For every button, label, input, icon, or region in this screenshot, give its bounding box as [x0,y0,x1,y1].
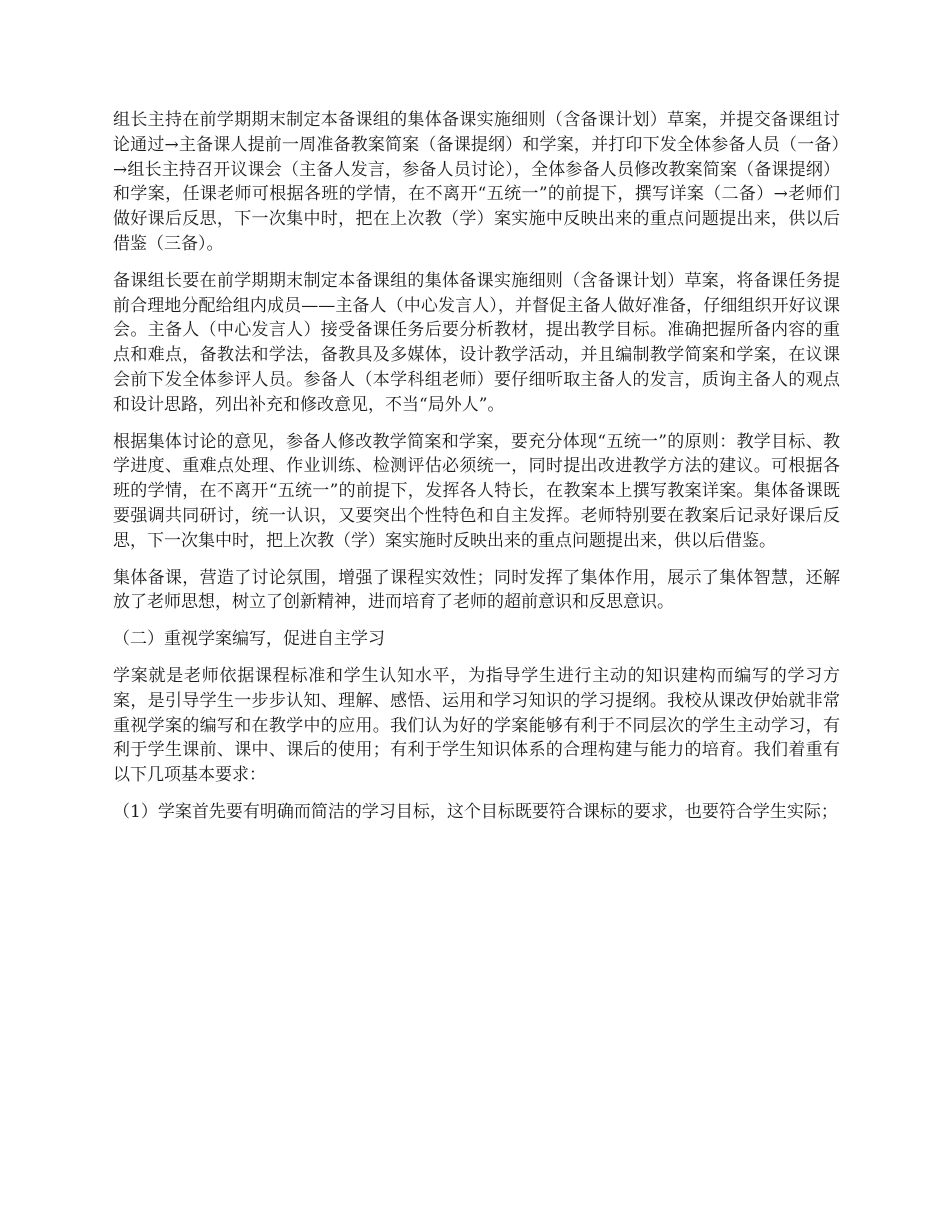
paragraph-group-leader-duties: 备课组长要在前学期期末制定本备课组的集体备课实施细则（含备课计划）草案，将备课任务提前合理地分配给组内成员——主备人（中心发言人），并督促主备人做好准备，仔细组织开好议课会。主备人（中心发言人）接受备课任务后要分析教材，提出教学目标。准确把握所备内容的重点和难点，备教法和学法，备教具及多媒体，设计教学活动，并且编制教学简案和学案，在议课会前下发全体参评人员。参备人（本学科组老师）要仔细听取主备人的发言，质询主备人的观点和设计思路，列出补充和修改意见，不当“局外人”。 [113,270,840,415]
paragraph-five-unifications: 根据集体讨论的意见，参备人修改教学简案和学案，要充分体现“五统一”的原则：教学目标、教学进度、重难点处理、作业训练、检测评估必须统一，同时提出改进教学方法的建议。可根据各班的学情，在不离开“五统一”的前提下，发挥各人特长，在教案本上撰写教案详案。集体备课既要强调共同研讨，统一认识，又要突出个性特色和自主发挥。老师特别要在教案后记录好课后反思，下一次集中时，把上次教（学）案实施时反映出来的重点问题提出来，供以后借鉴。 [113,431,840,551]
paragraph-collective-prep-benefits: 集体备课，营造了讨论氛围，增强了课程实效性；同时发挥了集体作用，展示了集体智慧，还解放了老师思想，树立了创新精神，进而培育了老师的超前意识和反思意识。 [113,567,840,613]
document-body [113,108,840,837]
paragraph-requirement-1: （1）学案首先要有明确而简洁的学习目标，这个目标既要符合课标的要求，也要符合学生实际； [113,801,838,822]
paragraph-learning-plan-definition: 学案就是老师依据课程标准和学生认知水平，为指导学生进行主动的知识建构而编写的学习方案，是引导学生一步步认知、理解、感悟、运用和学习知识的学习提纲。我校从课改伊始就非常重视学案的编写和在教学中的应用。我们认为好的学案能够有利于不同层次的学生主动学习，有利于学生课前、课中、课后的使用；有利于学生知识体系的合理构建与能力的培育。我们着重有以下几项基本要求： [113,665,840,786]
paragraph-collective-prep-process: 组长主持在前学期期末制定本备课组的集体备课实施细则（含备课计划）草案，并提交备课组讨论通过→主备课人提前一周准备教案简案（备课提纲）和学案，并打印下发全体参备人员（一备）→组长主持召开议课会（主备人发言，参备人员讨论），全体参备人员修改教案简案（备课提纲）和学案，任课老师可根据各班的学情，在不离开“五统一”的前提下，撰写详案（二备）→老师们做好课后反思，下一次集中时，把在上次教（学）案实施中反映出来的重点问题提出来，供以后借鉴（三备）。 [113,110,840,254]
section-heading: （二）重视学案编写，促进自主学习 [113,629,385,650]
